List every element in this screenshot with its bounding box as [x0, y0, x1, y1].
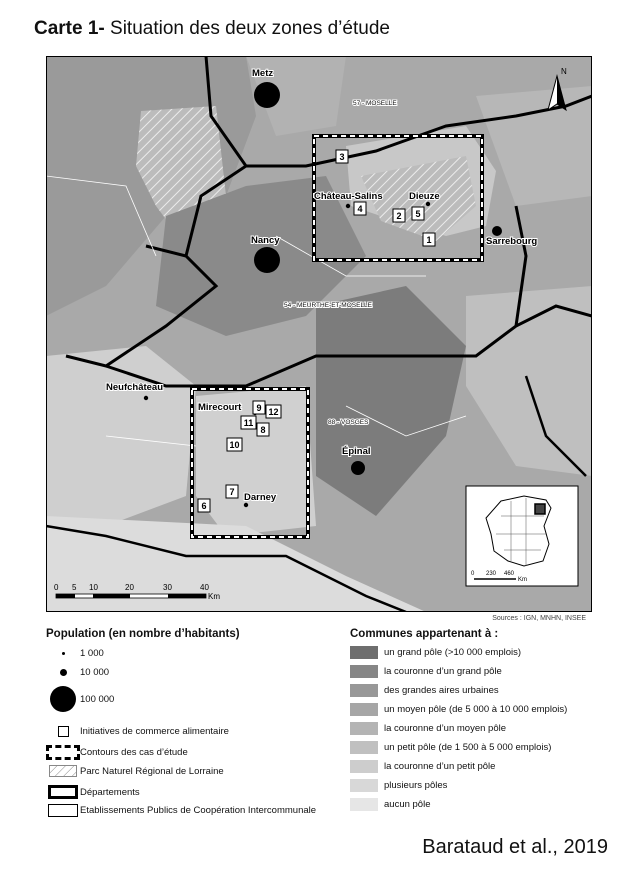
hatch-icon — [49, 765, 77, 777]
legend-communes-row — [350, 665, 502, 678]
initiative-3: 3 — [339, 152, 345, 162]
city-label-epinal: Épinal — [342, 446, 371, 457]
legend-swatch — [350, 779, 378, 792]
dept-label-moselle: 57 - MOSELLE — [353, 100, 397, 107]
legend-pop-label: 100 000 — [80, 693, 115, 705]
city-dot-epinal — [351, 461, 365, 475]
inset-unit: Km — [518, 577, 527, 583]
legend-swatch — [350, 798, 378, 811]
legend-communes-label: aucun pôle — [384, 799, 431, 810]
initiative-10: 10 — [229, 440, 240, 450]
thin-box-icon — [48, 804, 78, 817]
scale-tick-10: 10 — [89, 583, 98, 592]
legend-sym-departements — [46, 785, 140, 799]
scale-unit: Km — [208, 592, 220, 601]
legend-pop-label: 1 000 — [80, 648, 104, 659]
legend-communes-label: la couronne d’un grand pôle — [384, 666, 502, 677]
dept-label-vosges: 88 - VOSGES — [328, 419, 369, 426]
legend-communes-label: des grandes aires urbaines — [384, 685, 499, 696]
thick-box-icon — [48, 785, 78, 799]
scale-tick-40: 40 — [200, 583, 209, 592]
city-dot-sarrebourg — [492, 226, 502, 236]
legend-communes-title: Communes appartenant à : — [350, 628, 499, 640]
scale-tick-0: 0 — [54, 583, 59, 592]
city-label-nancy: Nancy — [251, 235, 280, 246]
dept-label-meurthe-et-moselle: 54 - MEURTHE-ET-MOSELLE — [284, 302, 373, 309]
city-dot-chateau-salins — [346, 204, 350, 208]
city-dot-metz — [254, 82, 280, 108]
legend-swatch — [350, 703, 378, 716]
legend-communes-label: un petit pôle (de 1 500 à 5 000 emplois) — [384, 742, 552, 753]
dot-large-icon — [50, 686, 76, 712]
legend-population — [46, 628, 346, 828]
legend-communes-label: un moyen pôle (de 5 000 à 10 000 emplois) — [384, 704, 568, 715]
inset-tick-0: 0 — [471, 571, 475, 577]
city-dot-nancy — [254, 247, 280, 273]
legend-sym-pnr — [46, 765, 224, 777]
square-icon — [58, 726, 69, 737]
initiative-1: 1 — [426, 235, 432, 245]
legend-communes-label: un grand pôle (>10 000 emplois) — [384, 647, 522, 658]
legend-swatch — [350, 722, 378, 735]
region-southwest — [46, 346, 196, 526]
legend-swatch — [350, 760, 378, 773]
legend-swatch — [350, 665, 378, 678]
legend-communes-row — [350, 760, 495, 773]
city-label-chateau-salins: Château-Salins — [314, 191, 383, 202]
legend-communes-label: la couronne d’un moyen pôle — [384, 723, 507, 734]
city-dot-darney — [244, 503, 248, 507]
north-label: N — [561, 67, 567, 76]
legend-pop-row-10000 — [46, 667, 109, 678]
legend-sym-label: Départements — [80, 786, 140, 798]
legend-sym-contours — [46, 745, 188, 760]
city-label-metz: Metz — [252, 68, 274, 79]
legend-swatch — [350, 741, 378, 754]
legend-communes-row — [350, 741, 551, 754]
city-label-mirecourt: Mirecourt — [198, 402, 242, 413]
initiative-6: 6 — [201, 501, 207, 511]
city-label-sarrebourg: Sarrebourg — [486, 236, 538, 247]
initiative-2: 2 — [396, 211, 402, 221]
legend-communes-label: la couronne d’un petit pôle — [384, 761, 496, 772]
legend-communes-row — [350, 722, 506, 735]
legend-communes-row — [350, 779, 447, 792]
city-dot-neufchateau — [144, 396, 148, 400]
city-label-neufchateau: Neufchâteau — [106, 382, 164, 393]
dot-medium-icon — [60, 669, 67, 676]
legend-communes-label: plusieurs pôles — [384, 780, 448, 791]
dashed-box-icon — [46, 745, 80, 760]
legend-communes-row — [350, 646, 521, 659]
initiative-12: 12 — [268, 407, 279, 417]
scale-tick-20: 20 — [125, 583, 134, 592]
legend-pop-label: 10 000 — [80, 667, 110, 678]
initiative-8: 8 — [260, 425, 266, 435]
inset-tick-230: 230 — [486, 571, 497, 577]
legend-sym-label: Etablissements Publics de Coopération Intercommunale — [80, 805, 317, 816]
legend-sym-epci — [46, 804, 316, 817]
credit: Barataud et al., 2019 — [422, 836, 608, 858]
initiative-4: 4 — [357, 204, 363, 214]
title-bold: Carte 1- — [34, 18, 105, 39]
scale-tick-30: 30 — [163, 583, 172, 592]
map-title — [34, 18, 390, 40]
map-canvas — [46, 56, 592, 612]
city-label-darney: Darney — [244, 492, 277, 503]
legend-communes-row — [350, 798, 430, 811]
legend-sym-label: Contours des cas d’étude — [80, 747, 188, 758]
legend-sym-initiatives — [46, 726, 229, 737]
inset-france-map — [466, 486, 578, 586]
initiative-11: 11 — [243, 418, 254, 428]
initiative-7: 7 — [229, 487, 235, 497]
dot-small-icon — [62, 652, 65, 655]
legend-sym-label: Parc Naturel Régional de Lorraine — [80, 765, 224, 777]
scale-tick-5: 5 — [72, 583, 77, 592]
legend-population-title: Population (en nombre d’habitants) — [46, 628, 240, 640]
legend-swatch — [350, 646, 378, 659]
legend-communes — [350, 628, 600, 823]
city-dot-dieuze — [426, 202, 430, 206]
title-rest: Situation des deux zones d’étude — [104, 18, 390, 39]
initiative-5: 5 — [415, 209, 421, 219]
legend-pop-row-1000 — [46, 648, 104, 659]
map-panel — [46, 56, 592, 612]
city-label-dieuze: Dieuze — [409, 191, 440, 202]
legend-sym-label: Initiatives de commerce alimentaire — [80, 726, 229, 737]
legend-swatch — [350, 684, 378, 697]
initiative-9: 9 — [256, 403, 262, 413]
legend-communes-row — [350, 703, 567, 716]
legend-communes-row — [350, 684, 499, 697]
inset-tick-460: 460 — [504, 571, 515, 577]
legend-pop-row-100000 — [46, 686, 114, 712]
sources-note: Sources : IGN, MNHN, INSEE — [492, 615, 586, 622]
